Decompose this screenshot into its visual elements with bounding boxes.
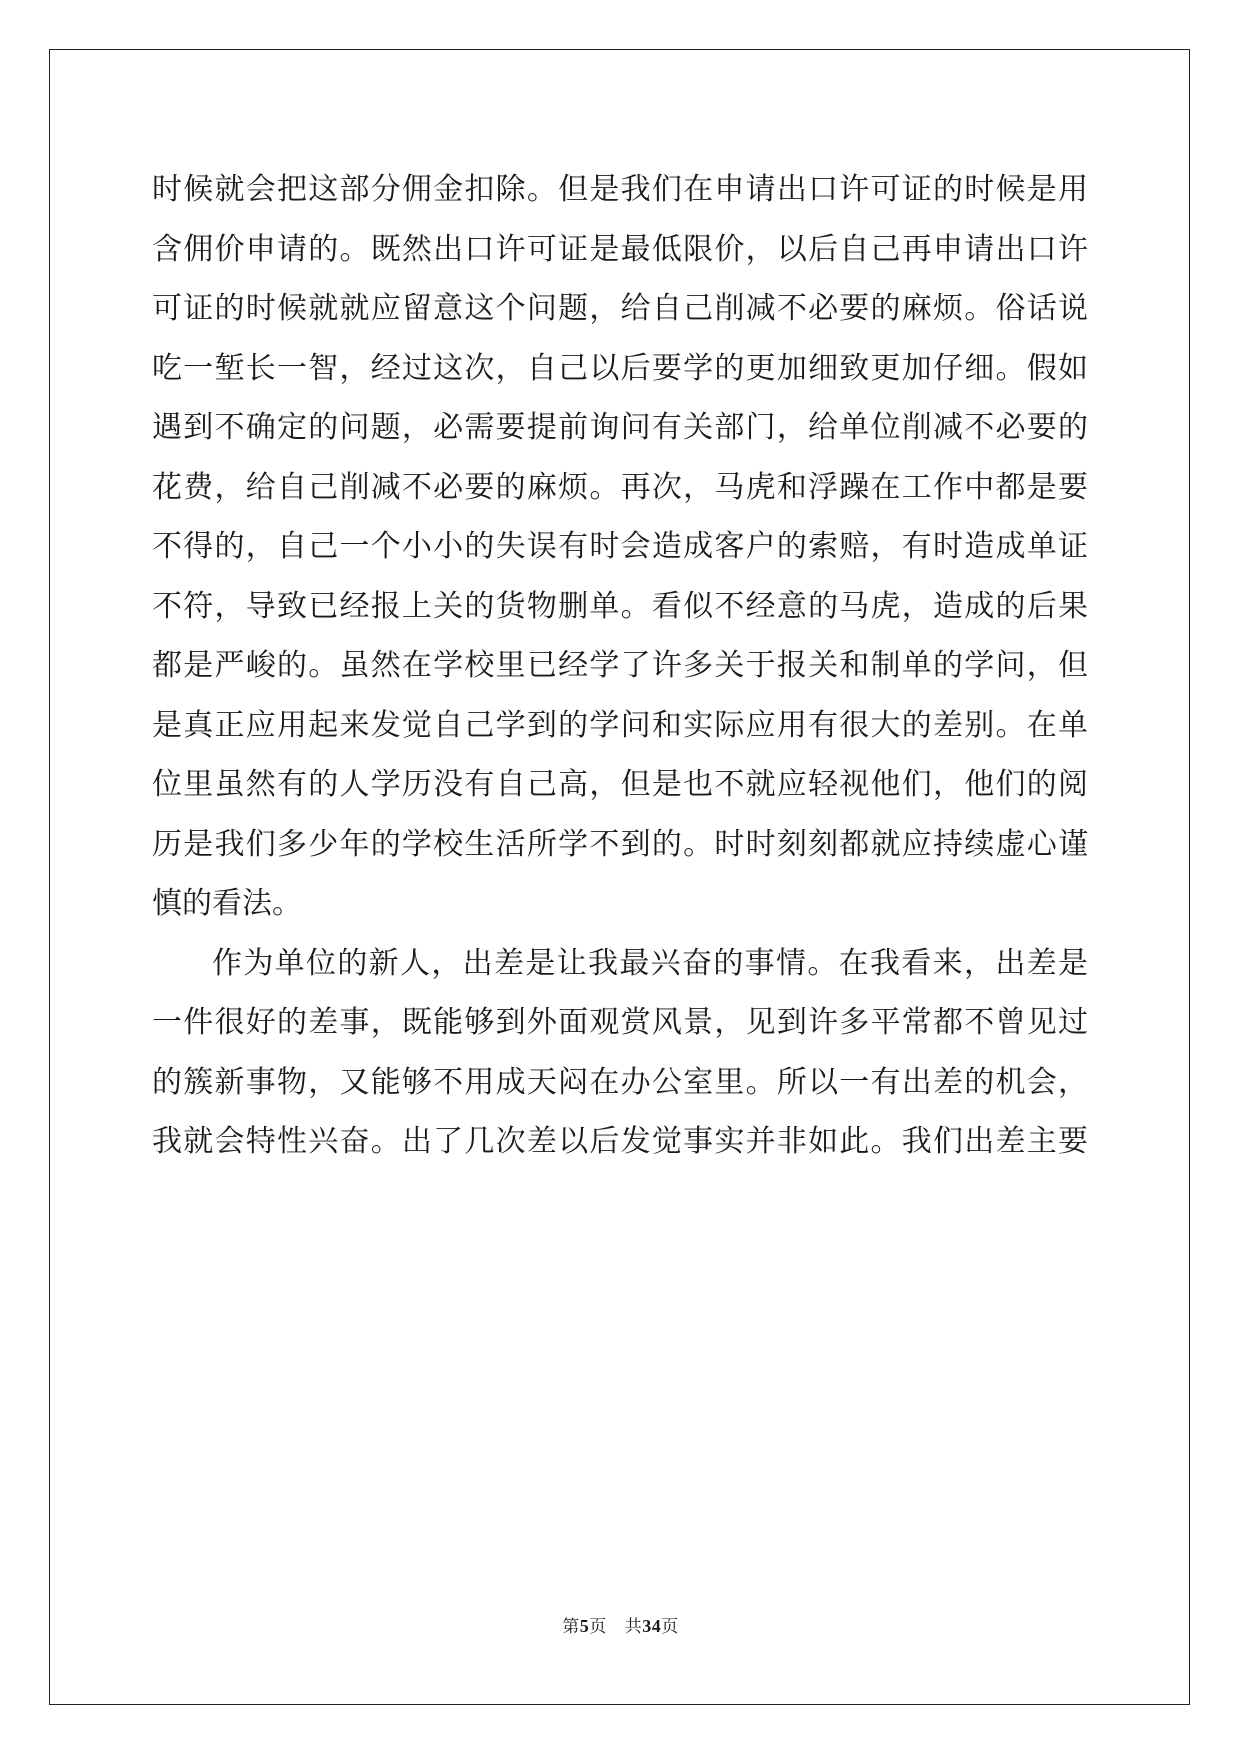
text-line: 位里虽然有的人学历没有自己高，但是也不就应轻视他们，他们的阅 (152, 767, 1088, 802)
footer-page-suffix: 页 (589, 1617, 607, 1637)
document-body (152, 160, 1088, 1172)
footer-total-suffix: 页 (661, 1617, 679, 1637)
text-line: 遇到不确定的问题，必需要提前询问有关部门，给单位削减不必要的 (152, 410, 1088, 445)
text-line: 吃一堑长一智，经过这次，自己以后要学的更加细致更加仔细。假如 (152, 350, 1088, 386)
text-line: 不得的，自己一个小小的失误有时会造成客户的索赔，有时造成单证 (152, 529, 1088, 564)
text-line: 一件很好的差事，既能够到外面观赏风景，见到许多平常都不曾见过 (152, 1005, 1088, 1040)
text-line: 时候就会把这部分佣金扣除。但是我们在申请出口许可证的时候是用 (152, 172, 1088, 207)
text-line: 我就会特性兴奋。出了几次差以后发觉事实并非如此。我们出差主要 (152, 1124, 1088, 1159)
page-number: 5 (579, 1616, 590, 1636)
text-line: 都是严峻的。虽然在学校里已经学了许多关于报关和制单的学问，但 (152, 648, 1088, 683)
text-line: 不符，导致已经报上关的货物删单。看似不经意的马虎，造成的后果 (152, 588, 1088, 624)
total-pages: 34 (642, 1616, 662, 1636)
text-line: 的簇新事物，又能够不用成天闷在办公室里。所以一有出差的机会， (152, 1064, 1088, 1100)
text-line: 慎的看法。 (152, 886, 302, 921)
text-line-indented: 作为单位的新人，出差是让我最兴奋的事情。在我看来，出差是 (212, 945, 1088, 981)
text-line: 历是我们多少年的学校生活所学不到的。时时刻刻都就应持续虚心谨 (152, 826, 1088, 862)
text-line: 是真正应用起来发觉自己学到的学问和实际应用有很大的差别。在单 (152, 707, 1088, 743)
footer-total-prefix: 共 (624, 1617, 643, 1637)
text-line: 可证的时候就就应留意这个问题，给自己削减不必要的麻烦。俗话说 (152, 291, 1088, 326)
page-footer (0, 1612, 1241, 1637)
text-line: 花费，给自己削减不必要的麻烦。再次，马虎和浮躁在工作中都是要 (152, 469, 1088, 505)
footer-prefix: 第 (562, 1617, 580, 1637)
text-line: 含佣价申请的。既然出口许可证是最低限价，以后自己再申请出口许 (152, 231, 1088, 267)
